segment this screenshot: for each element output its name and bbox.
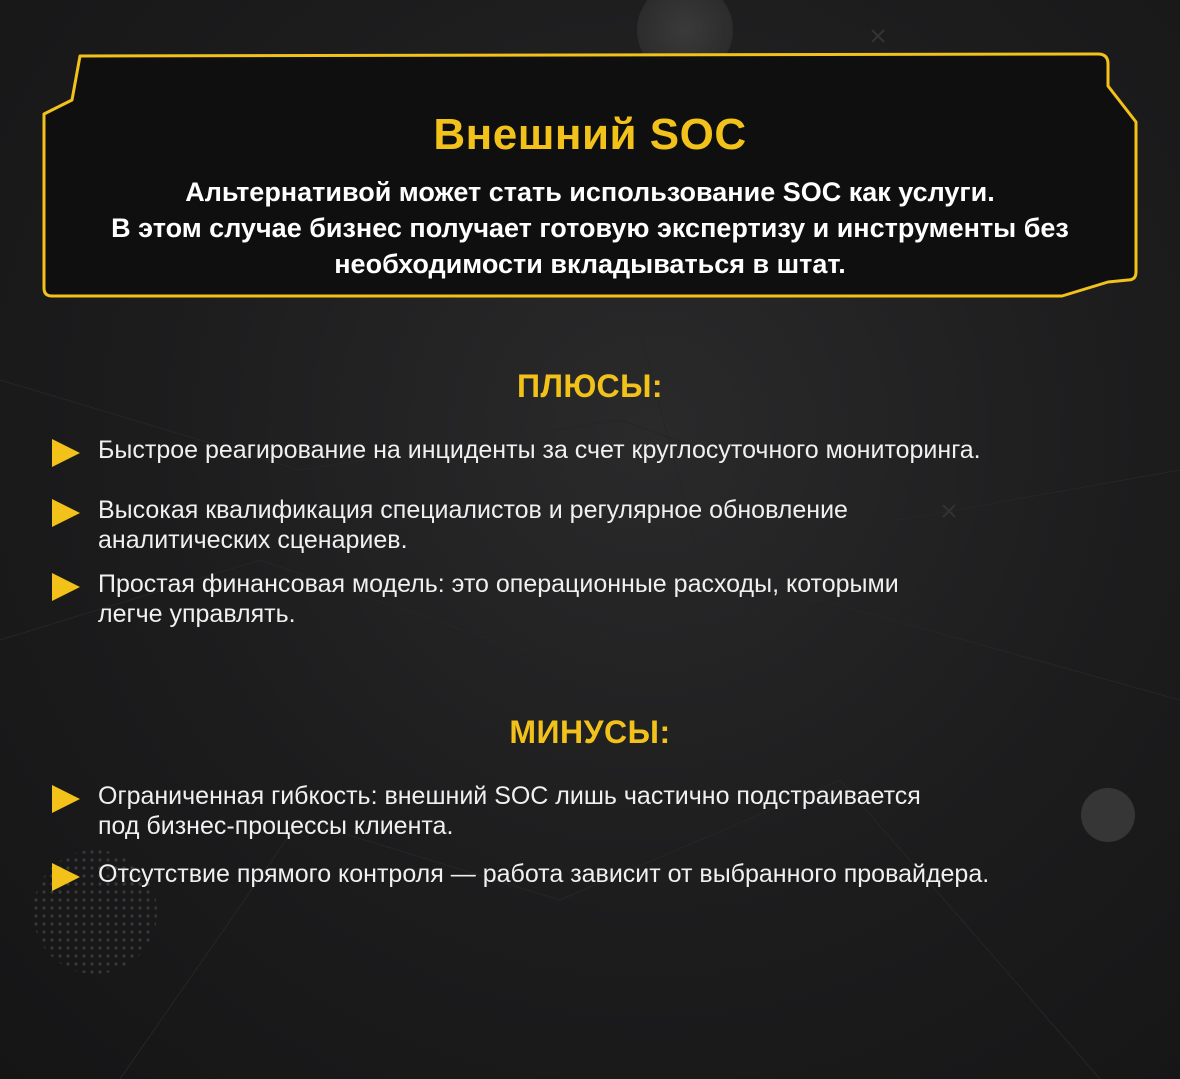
- pros-heading: ПЛЮСЫ:: [516, 368, 664, 404]
- pros-item-text: [98, 569, 1108, 629]
- cons-heading: МИНУСЫ:: [509, 714, 671, 750]
- pros-item-line: Простая финансовая модель: это операционные расходы, которыми: [98, 570, 899, 598]
- play-triangle-icon: [52, 785, 80, 813]
- header-description: [60, 174, 1120, 282]
- play-triangle-icon: [52, 573, 80, 601]
- pros-item-text: [98, 435, 1108, 465]
- pros-item-line: Быстрое реагирование на инциденты за счет круглосуточного мониторинга.: [98, 436, 981, 464]
- cons-item-line: под бизнес-процессы клиента.: [98, 812, 454, 840]
- pros-item-line: Высокая квалификация специалистов и регулярное обновление: [98, 496, 848, 524]
- play-triangle-icon: [52, 863, 80, 891]
- play-triangle-icon: [52, 499, 80, 527]
- cons-item-text: [98, 781, 1108, 841]
- page-title: Внешний SOC: [433, 110, 747, 159]
- header-description-line: В этом случае бизнес получает готовую экспертизу и инструменты без: [111, 213, 1069, 243]
- header-description-line: необходимости вкладываться в штат.: [334, 249, 846, 279]
- cons-item-text: [98, 859, 1108, 889]
- play-triangle-icon: [52, 439, 80, 467]
- pros-item-text: [98, 495, 1108, 555]
- header-description-line: Альтернативой может стать использование SOC как услуги.: [185, 177, 995, 207]
- cons-item-line: Ограниченная гибкость: внешний SOC лишь частично подстраивается: [98, 782, 921, 810]
- cons-item-line: Отсутствие прямого контроля — работа зависит от выбранного провайдера.: [98, 860, 990, 888]
- pros-item-line: легче управлять.: [98, 600, 296, 628]
- pros-item-line: аналитических сценариев.: [98, 526, 408, 554]
